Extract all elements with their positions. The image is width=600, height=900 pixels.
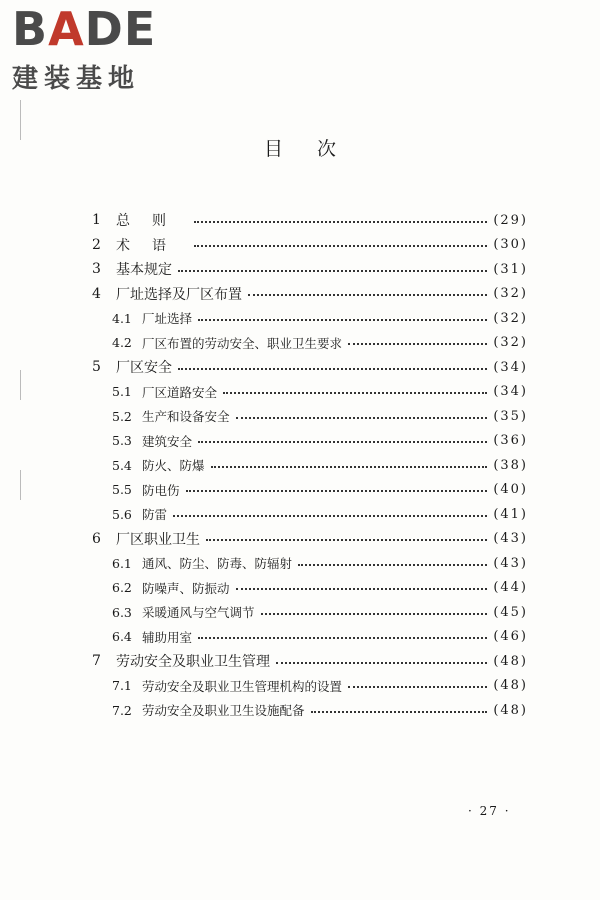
toc-title: 术语: [116, 237, 188, 254]
toc-page-number: (40): [493, 482, 528, 498]
toc-entry[interactable]: [92, 208, 528, 233]
toc-number: 6: [92, 530, 101, 547]
toc-number: 6.4: [112, 629, 132, 645]
toc-page-number: (38): [493, 457, 528, 473]
toc-subentry[interactable]: [92, 600, 528, 625]
toc-title: 通风、防尘、防毒、防辐射: [142, 556, 293, 572]
toc-page-number: (32): [493, 286, 528, 302]
logo-latin: BADE: [12, 2, 157, 56]
toc-number: 2: [92, 236, 101, 253]
logo-chinese: 建装基地: [12, 64, 141, 94]
toc-title: 劳动安全及职业卫生管理: [116, 654, 270, 671]
toc-number: 5.3: [112, 433, 132, 449]
toc-subentry[interactable]: [92, 551, 528, 576]
toc-number: 6.3: [112, 604, 132, 620]
toc-page-number: (44): [493, 580, 528, 596]
toc-subentry[interactable]: [92, 331, 528, 356]
toc-leader-dots: [248, 293, 487, 296]
toc-leader-dots: [186, 489, 488, 492]
toc-page-number: (31): [493, 261, 528, 277]
toc-leader-dots: [173, 514, 487, 517]
toc-number: 6.1: [112, 555, 132, 571]
toc-page-number: (32): [493, 310, 528, 326]
toc-leader-dots: [276, 661, 487, 664]
toc-number: 4.1: [112, 310, 132, 326]
toc-leader-dots: [311, 710, 488, 713]
toc-subentry[interactable]: [92, 502, 528, 527]
toc-number: 5.2: [112, 408, 132, 424]
toc-leader-dots: [178, 367, 487, 370]
toc-page-number: (34): [493, 384, 528, 400]
toc-page-number: (35): [493, 408, 528, 424]
toc-title: 生产和设备安全: [142, 409, 230, 425]
toc-leader-dots: [194, 220, 487, 223]
scan-mark: [20, 370, 21, 400]
toc-leader-dots: [178, 269, 487, 272]
toc-number: 5.1: [112, 384, 132, 400]
toc-subentry[interactable]: [92, 404, 528, 429]
toc-page-number: (29): [493, 212, 528, 228]
toc-page-number: (48): [493, 653, 528, 669]
toc-entry[interactable]: [92, 527, 528, 552]
toc-page-number: (43): [493, 555, 528, 571]
toc-page-number: (41): [493, 506, 528, 522]
toc-subentry[interactable]: [92, 429, 528, 454]
toc-title: 采暖通风与空气调节: [142, 605, 255, 621]
toc-title: 厂区安全: [116, 360, 172, 377]
toc-title: 劳动安全及职业卫生设施配备: [142, 703, 305, 719]
toc-subentry[interactable]: [92, 698, 528, 723]
table-of-contents: [92, 208, 528, 723]
toc-leader-dots: [348, 685, 487, 688]
toc-title: 基本规定: [116, 262, 172, 279]
toc-title: 防电伤: [142, 482, 180, 498]
toc-number: 5.5: [112, 482, 132, 498]
page-title: 目次: [263, 138, 370, 160]
toc-subentry[interactable]: [92, 625, 528, 650]
toc-entry[interactable]: [92, 355, 528, 380]
toc-page-number: (30): [493, 237, 528, 253]
toc-page-number: (45): [493, 604, 528, 620]
toc-title: 劳动安全及职业卫生管理机构的设置: [142, 678, 343, 694]
toc-title: 厂址选择: [142, 311, 193, 327]
toc-entry[interactable]: [92, 649, 528, 674]
toc-leader-dots: [261, 612, 488, 615]
toc-page-number: (46): [493, 629, 528, 645]
toc-leader-dots: [236, 587, 488, 590]
toc-subentry[interactable]: [92, 306, 528, 331]
toc-leader-dots: [223, 391, 487, 394]
toc-subentry[interactable]: [92, 453, 528, 478]
toc-leader-dots: [211, 465, 488, 468]
toc-title: 辅助用室: [142, 629, 193, 645]
toc-number: 5.6: [112, 506, 132, 522]
toc-number: 7.2: [112, 702, 132, 718]
toc-page-number: (48): [493, 702, 528, 718]
toc-number: 4.2: [112, 335, 132, 351]
toc-title: 厂区职业卫生: [116, 531, 200, 548]
toc-number: 7: [92, 653, 101, 670]
toc-leader-dots: [194, 244, 487, 247]
toc-leader-dots: [236, 416, 488, 419]
toc-subentry[interactable]: [92, 478, 528, 503]
toc-title: 总则: [116, 213, 188, 230]
toc-page-number: (32): [493, 335, 528, 351]
toc-page-number: (48): [493, 678, 528, 694]
toc-subentry[interactable]: [92, 576, 528, 601]
toc-title: 防噪声、防振动: [142, 580, 230, 596]
toc-subentry[interactable]: [92, 380, 528, 405]
toc-number: 6.2: [112, 580, 132, 596]
toc-leader-dots: [348, 342, 487, 345]
toc-subentry[interactable]: [92, 674, 528, 699]
toc-number: 5: [92, 359, 101, 376]
page-number: · 27 ·: [468, 804, 511, 818]
toc-page-number: (43): [493, 531, 528, 547]
toc-title: 建筑安全: [142, 433, 193, 449]
toc-leader-dots: [298, 563, 487, 566]
toc-entry[interactable]: [92, 282, 528, 307]
toc-title: 厂区道路安全: [142, 384, 218, 400]
toc-title: 厂区布置的劳动安全、职业卫生要求: [142, 335, 343, 351]
toc-number: 7.1: [112, 678, 132, 694]
toc-leader-dots: [198, 318, 487, 321]
toc-page-number: (36): [493, 433, 528, 449]
toc-title: 防雷: [142, 507, 168, 523]
scan-mark: [20, 470, 21, 500]
toc-leader-dots: [198, 636, 487, 639]
toc-title: 防火、防爆: [142, 458, 205, 474]
toc-number: 4: [92, 285, 101, 302]
toc-title: 厂址选择及厂区布置: [116, 286, 242, 303]
toc-leader-dots: [198, 440, 487, 443]
toc-leader-dots: [206, 538, 487, 541]
toc-page-number: (34): [493, 359, 528, 375]
toc-number: 3: [92, 261, 101, 278]
toc-number: 1: [92, 212, 101, 229]
watermark-logo: [12, 2, 182, 98]
toc-number: 5.4: [112, 457, 132, 473]
toc-entry[interactable]: [92, 257, 528, 282]
toc-entry[interactable]: [92, 233, 528, 258]
